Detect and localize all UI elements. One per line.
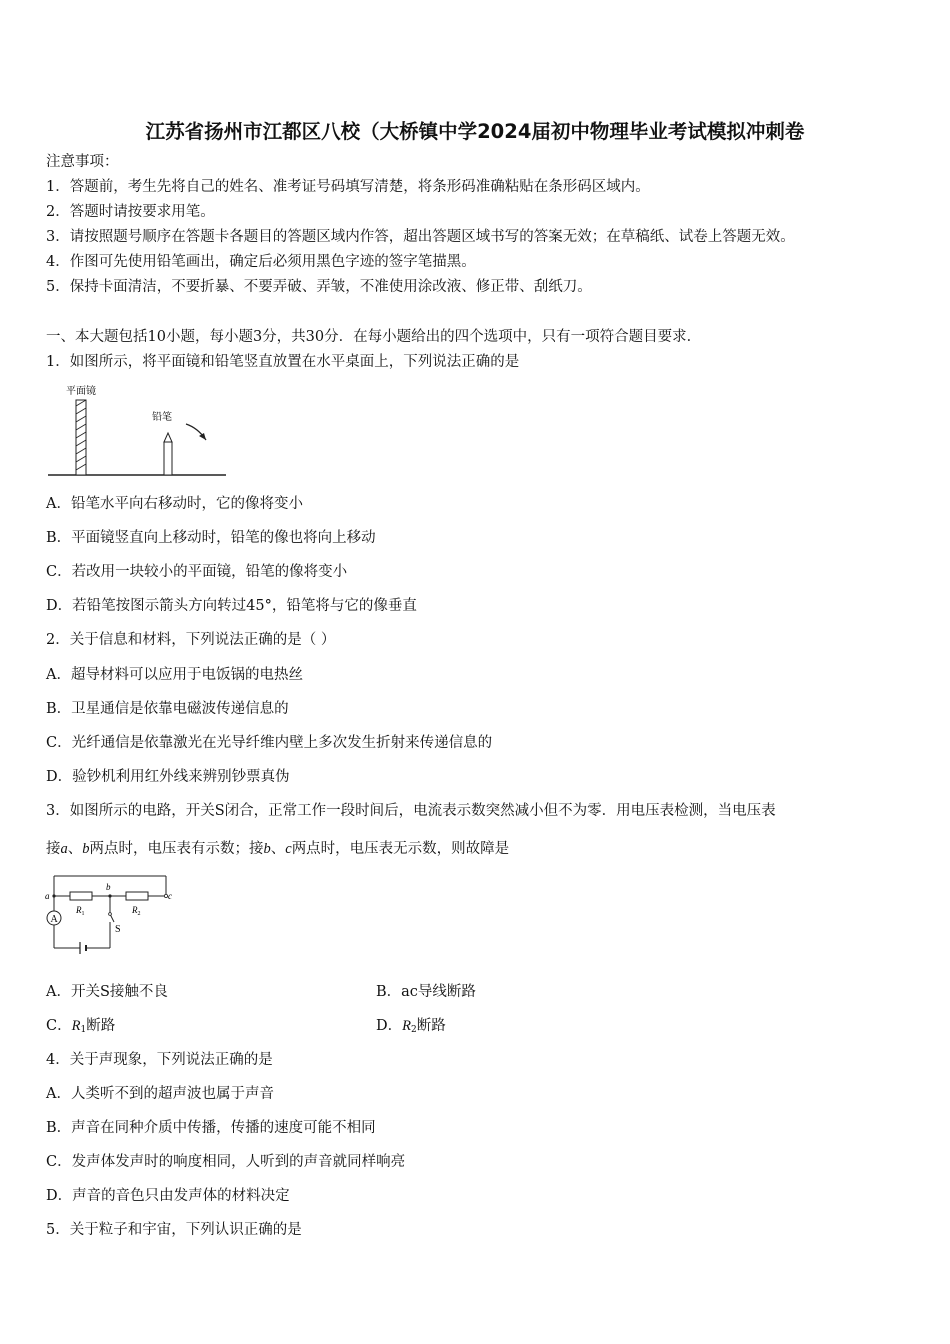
q3-option-a[interactable]: A．开关S接触不良 <box>46 984 168 1000</box>
question-3-stem-line1: 3．如图所示的电路，开关S闭合，正常工作一段时间后，电流表示数突然减小但不为零．用电压表检测，当电压表 <box>46 803 776 819</box>
section-heading: 一、本大题包括10小题，每小题3分，共30分．在每小题给出的四个选项中，只有一项符合题目要求． <box>46 329 702 345</box>
question-1-stem: 1．如图所示，将平面镜和铅笔竖直放置在水平桌面上，下列说法正确的是 <box>46 354 520 370</box>
label-b: b <box>106 882 111 892</box>
question-2-stem: 2．关于信息和材料，下列说法正确的是（ ） <box>46 632 336 648</box>
q3-option-b[interactable]: B．ac导线断路 <box>376 984 476 1000</box>
q2-option-a[interactable]: A．超导材料可以应用于电饭锅的电热丝 <box>46 667 303 683</box>
node-a <box>52 894 55 897</box>
notice-item: 1．答题前，考生先将自己的姓名、准考证号码填写清楚，将条形码准确粘贴在条形码区域内。 <box>46 179 650 195</box>
q1-option-a[interactable]: A．铅笔水平向右移动时，它的像将变小 <box>46 496 303 512</box>
notice-item: 2．答题时请按要求用笔。 <box>46 204 215 220</box>
label-r1: $R_1$ <box>76 905 85 917</box>
label-a: a <box>45 891 50 901</box>
q1-option-d[interactable]: D．若铅笔按图示箭头方向转过45°，铅笔将与它的像垂直 <box>46 598 417 614</box>
label-r2: $R_2$ <box>132 905 141 917</box>
question-5-stem: 5．关于粒子和宇宙，下列认识正确的是 <box>46 1222 302 1238</box>
q2-option-c[interactable]: C．光纤通信是依靠激光在光导纤维内壁上多次发生折射来传递信息的 <box>46 735 493 751</box>
question-3-stem-line2: 接a、b两点时，电压表有示数；接b、c两点时，电压表无示数，则故障是 <box>46 841 510 857</box>
notice-item: 3．请按照题号顺序在答题卡各题目的答题区域内作答，超出答题区域书写的答案无效；在草稿纸、试卷上答题无效。 <box>46 229 795 245</box>
circuit-figure <box>44 870 184 955</box>
q2-option-d[interactable]: D．验钞机利用红外线来辨别钞票真伪 <box>46 769 290 785</box>
q2-option-b[interactable]: B．卫星通信是依靠电磁波传递信息的 <box>46 701 289 717</box>
arrow-head-icon <box>199 433 206 440</box>
node-b <box>108 894 111 897</box>
resistor-r2 <box>126 892 148 900</box>
notice-item: 5．保持卡面清洁，不要折暴、不要弄破、弄皱，不准使用涂改液、修正带、刮纸刀。 <box>46 279 592 295</box>
page-title: 江苏省扬州市江都区八校（大桥镇中学2024届初中物理毕业考试模拟冲刺卷 <box>145 120 805 143</box>
notice-item: 4．作图可先使用铅笔画出，确定后必须用黑色字迹的签字笔描黑。 <box>46 254 476 270</box>
mirror-label: 平面镜 <box>66 386 96 397</box>
question-4-stem: 4．关于声现象，下列说法正确的是 <box>46 1052 273 1068</box>
ammeter-label: A <box>50 914 58 925</box>
notice-heading: 注意事项： <box>46 154 119 170</box>
q4-option-c[interactable]: C．发声体发声时的响度相同，人听到的声音就同样响亮 <box>46 1154 406 1170</box>
pencil-tip <box>164 433 172 442</box>
pencil-shape <box>164 442 172 475</box>
q3-option-d[interactable]: D．$R_2$断路 <box>376 1018 446 1035</box>
label-c: c <box>168 891 172 901</box>
q4-option-a[interactable]: A．人类听不到的超声波也属于声音 <box>46 1086 274 1102</box>
label-switch: S <box>115 924 121 935</box>
q1-option-b[interactable]: B．平面镜竖直向上移动时，铅笔的像也将向上移动 <box>46 530 376 546</box>
q1-option-c[interactable]: C．若改用一块较小的平面镜，铅笔的像将变小 <box>46 564 348 580</box>
q3-option-c[interactable]: C．$R_1$断路 <box>46 1018 116 1035</box>
resistor-r1 <box>70 892 92 900</box>
q4-option-b[interactable]: B．声音在同种介质中传播，传播的速度可能不相同 <box>46 1120 376 1136</box>
pencil-label: 铅笔 <box>152 412 172 423</box>
q4-option-d[interactable]: D．声音的音色只由发声体的材料决定 <box>46 1188 290 1204</box>
mirror-pencil-figure <box>46 380 231 480</box>
